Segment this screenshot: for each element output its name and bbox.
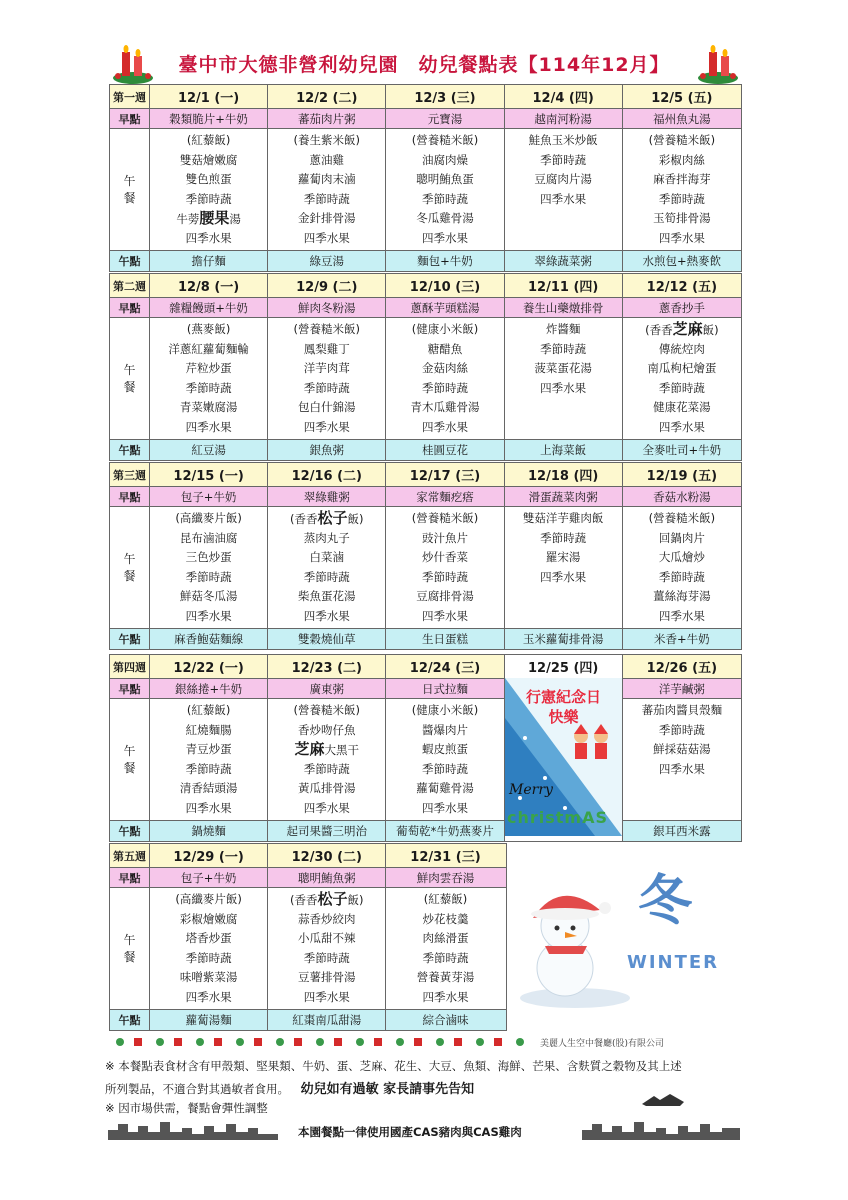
dish-item: 四季水果 [422, 989, 469, 1004]
lunch-row-cell [150, 507, 268, 628]
allergen-note-text: 所列製品，不適合對其過敏者食用。 [105, 1082, 289, 1096]
week-header-row-label: 第一週 [110, 85, 150, 108]
dish-item: (紅藜飯) [186, 133, 231, 147]
snack-row-label: 午點 [110, 440, 150, 460]
snack-row-cell: 米香+牛奶 [654, 632, 710, 646]
week-header-row-cell: 12/24 (三) [386, 655, 504, 678]
breakfast-row [110, 109, 741, 129]
lunch-row-cell [386, 507, 504, 628]
week-header-row-cell: 12/22 (一) [150, 655, 268, 678]
dish-item: 青木瓜雞骨湯 [410, 400, 480, 414]
week-header-row [110, 274, 741, 298]
dish-emphasis: 松子 [317, 890, 348, 908]
lunch-label: 午 [123, 932, 136, 947]
lunch-row [110, 507, 741, 629]
dish-item: 芹粒炒蛋 [185, 361, 232, 375]
breakfast-row-cell: 香菇水粉湯 [653, 489, 711, 504]
week-header-row-cell: 12/4 (四) [505, 85, 623, 108]
dish-item: 南瓜枸杞燴蛋 [647, 361, 717, 375]
dish-item: 季節時蔬 [422, 950, 469, 965]
dish-item: 四季水果 [540, 191, 587, 206]
lunch-label: 午 [123, 173, 136, 188]
dish-item: 鮮菇冬瓜湯 [179, 589, 238, 603]
dish-item: 四季水果 [421, 230, 468, 245]
dish-item: 季節時蔬 [658, 569, 705, 584]
dish-item: 彩椒燴嫩腐 [179, 911, 238, 926]
dish-item: 清香結頭湯 [179, 781, 238, 795]
dish-item: 季節時蔬 [658, 191, 705, 206]
week-header-row-label: 第二週 [110, 274, 150, 297]
snack-row-cell: 綜合滷味 [422, 1013, 469, 1027]
snack-row-label: 午點 [110, 1010, 150, 1030]
breakfast-row-label: 早點 [110, 868, 150, 887]
dish-item: 四季水果 [303, 419, 350, 434]
allergy-notice: 幼兒如有過敏 家長請事先告知 [300, 1082, 475, 1097]
dish-item: (香香松子飯) [290, 509, 364, 527]
dish-item: 雙菇洋芋雞肉飯 [522, 511, 604, 525]
snack-row-cell: 雙穀燒仙草 [268, 629, 386, 649]
dish-item: 四季水果 [303, 230, 350, 245]
breakfast-row-label: 早點 [110, 298, 150, 317]
lunch-row-cell [623, 318, 741, 439]
dish-item: (營養糙米飯) [411, 511, 479, 525]
dish-item: 蕃茄肉醬貝殼麵 [641, 703, 723, 717]
lunch-row-cell [268, 888, 386, 1009]
breakfast-row-cell: 養生山藥燉排骨 [505, 298, 623, 317]
dish-item: 芝麻大黑干 [294, 740, 360, 758]
dish-item: 鮭魚玉米炒飯 [528, 133, 598, 147]
week-header-row-cell: 12/11 (四) [505, 274, 623, 297]
week-header-row-cell: 12/16 (二) [268, 463, 386, 486]
holiday-text-2: 快樂 [548, 708, 579, 726]
dish-item: 季節時蔬 [421, 380, 468, 395]
lunch-row [110, 129, 741, 251]
holiday-text: 行憲紀念日 [525, 688, 601, 706]
breakfast-row-cell: 蔥酥芋頭糕湯 [386, 298, 504, 317]
lunch-row-cell [623, 507, 741, 628]
breakfast-row-label: 早點 [110, 679, 150, 698]
dish-item: 季節時蔬 [303, 191, 350, 206]
lunch-row-cell [268, 129, 386, 250]
dish-item: 蔥油雞 [309, 152, 345, 167]
supply-note: ※ 因市場供需，餐點會彈性調整 [105, 1101, 268, 1115]
dish-item: 四季水果 [540, 380, 587, 395]
snack-row-cell: 麻香鮑菇麵線 [150, 629, 268, 649]
dish-item: 季節時蔬 [540, 341, 587, 356]
winter-word: WINTER [626, 952, 720, 973]
lunch-row [110, 888, 506, 1010]
dish-item: 包白什錦湯 [298, 400, 356, 414]
dish-emphasis: 芝麻 [294, 740, 325, 758]
lunch-row-cell [505, 129, 623, 250]
dish-item: 牛蒡腰果湯 [176, 209, 241, 227]
dish-emphasis: 腰果 [199, 209, 230, 227]
dish-item: 小瓜甜不辣 [298, 931, 356, 945]
breakfast-row-cell: 翠綠雞粥 [268, 487, 386, 506]
dish-item: (營養糙米飯) [293, 322, 361, 336]
snack-row-cell: 銀魚粥 [268, 440, 386, 460]
breakfast-row-cell: 蕃茄肉片粥 [268, 109, 386, 128]
winter-illustration [505, 848, 740, 1028]
breakfast-row [110, 679, 741, 699]
lunch-row-cell [268, 507, 386, 628]
dish-item: (燕麥飯) [186, 322, 231, 336]
lunch-label: 午 [123, 743, 136, 758]
dish-item: 季節時蔬 [303, 380, 350, 395]
dish-item: (健康小米飯) [411, 322, 479, 336]
dish-item: (高纖麥片飯) [175, 892, 242, 906]
dish-emphasis: 松子 [317, 509, 348, 527]
snack-row-label: 午點 [110, 629, 150, 649]
dish-item: 豆薯排骨湯 [298, 970, 356, 984]
snack-row-cell: 上海菜飯 [505, 440, 623, 460]
snack-row-cell: 蘿蔔湯麵 [150, 1010, 268, 1030]
dish-item: (高纖麥片飯) [175, 511, 242, 525]
dish-item: 糖醋魚 [427, 341, 463, 356]
dish-item: (紅藜飯) [186, 703, 231, 717]
town-silhouette-icon [108, 1118, 278, 1140]
week-header-row-cell: 12/23 (二) [268, 655, 386, 678]
christmas-candle-icon [695, 40, 741, 84]
dish-item: 玉筍排骨湯 [653, 211, 711, 225]
dish-item: 健康花菜湯 [653, 400, 711, 414]
lunch-row [110, 318, 741, 440]
dish-item: 豉汁魚片 [421, 530, 468, 545]
dish-item: 炒花枝羹 [422, 911, 469, 926]
dish-item: 季節時蔬 [185, 569, 232, 584]
dish-item: 鮮採菇菇湯 [653, 742, 711, 756]
snack-row-cell: 水煎包+熱麥飲 [642, 254, 722, 268]
lunch-row-label [110, 507, 150, 628]
dish-item: 季節時蔬 [185, 761, 232, 776]
allergen-note: ※ 本餐點表食材含有甲殼類、堅果類、牛奶、蛋、芝麻、花生、大豆、魚類、海鮮、芒果、含麩質之穀物及其上述 [105, 1059, 682, 1073]
dish-item: 季節時蔬 [421, 569, 468, 584]
dish-item: 四季水果 [421, 419, 468, 434]
lunch-row-cell [386, 318, 504, 439]
lunch-row-label [110, 699, 150, 820]
lunch-label: 餐 [123, 568, 136, 583]
week-header-row-cell: 12/17 (三) [386, 463, 504, 486]
breakfast-row-cell: 銀絲捲+牛奶 [150, 679, 268, 698]
lunch-row-cell [386, 888, 504, 1009]
dish-item: 白菜滷 [309, 550, 345, 564]
week-block [109, 654, 742, 842]
dish-item: 四季水果 [303, 608, 350, 623]
dish-item: (紅藜飯) [423, 892, 468, 906]
dish-item: 季節時蔬 [421, 761, 468, 776]
dish-item: 青菜嫩腐湯 [179, 400, 238, 414]
week-header-row-cell: 12/30 (二) [268, 844, 386, 867]
dish-item: 炸醬麵 [545, 322, 581, 336]
dish-item: 季節時蔬 [658, 722, 705, 737]
week-header-row-cell: 12/18 (四) [505, 463, 623, 486]
dish-item: (香香芝麻飯) [645, 320, 719, 338]
dish-item: 彩椒肉絲 [658, 152, 705, 167]
snack-row-cell: 葡萄乾*牛奶燕麥片 [386, 821, 504, 841]
dish-item: 豆腐排骨湯 [416, 589, 474, 603]
week-block [109, 273, 742, 461]
lunch-label: 午 [123, 362, 136, 377]
dish-item: 四季水果 [658, 608, 705, 623]
dish-item: 季節時蔬 [540, 152, 587, 167]
christmas-text: christmAS [507, 808, 608, 827]
week-header-row [110, 85, 741, 109]
dish-item: 傳統焢肉 [658, 341, 705, 356]
week-header-row-cell: 12/8 (一) [150, 274, 268, 297]
dish-item: 黃瓜排骨湯 [298, 781, 356, 795]
dish-item: 四季水果 [421, 800, 468, 815]
breakfast-row-cell: 聰明鮪魚粥 [268, 868, 386, 887]
dish-item: 季節時蔬 [303, 761, 350, 776]
dish-item: 季節時蔬 [540, 530, 587, 545]
lunch-label: 餐 [123, 190, 136, 205]
breakfast-row-cell: 福州魚丸湯 [653, 111, 711, 126]
dish-item: 季節時蔬 [421, 191, 468, 206]
week-header-row [110, 463, 741, 487]
dish-item: 四季水果 [303, 800, 350, 815]
dish-item: 聰明鮪魚蛋 [416, 172, 474, 186]
breakfast-row-cell: 穀類脆片+牛奶 [150, 109, 268, 128]
dish-item: (營養糙米飯) [648, 511, 716, 525]
dish-item: (養生紫米飯) [293, 133, 361, 147]
dish-item: 四季水果 [540, 569, 587, 584]
snack-row [110, 440, 741, 460]
lunch-row-cell [505, 507, 623, 628]
dish-item: 四季水果 [303, 989, 350, 1004]
snack-row-cell: 玉米蘿蔔排骨湯 [505, 629, 623, 649]
breakfast-row-cell: 洋芋鹹粥 [658, 681, 705, 696]
snack-row-cell: 紅豆湯 [150, 440, 268, 460]
breakfast-row-cell: 雜糧饅頭+牛奶 [150, 298, 268, 317]
dish-item: 季節時蔬 [185, 950, 232, 965]
breakfast-row-cell: 鮮肉雲吞湯 [416, 870, 475, 885]
dish-item: (營養糙米飯) [411, 133, 479, 147]
title-row [0, 40, 848, 84]
lunch-row-cell [268, 318, 386, 439]
holiday-poster [505, 678, 622, 836]
lunch-label: 餐 [123, 760, 136, 775]
merry-text: Merry [509, 782, 553, 798]
dish-item: (健康小米飯) [411, 703, 479, 717]
lunch-row-cell [150, 888, 268, 1009]
dish-item: 蝦皮煎蛋 [421, 742, 468, 756]
snack-row-cell: 擔仔麵 [150, 251, 268, 271]
dish-item: 肉絲滑蛋 [422, 931, 469, 945]
cas-meat-note: 本園餐點一律使用國產CAS豬肉與CAS雞肉 [298, 1125, 522, 1139]
dish-item: 大瓜燴炒 [658, 550, 705, 564]
breakfast-row-label: 早點 [110, 487, 150, 506]
dish-item: 豆腐肉片湯 [534, 172, 592, 186]
week-block [109, 843, 507, 1031]
week-header-row-cell: 12/31 (三) [410, 850, 481, 865]
week-header-row-cell: 12/26 (五) [646, 661, 718, 676]
snack-row-cell: 鍋燒麵 [150, 821, 268, 841]
dish-item: 雙菇燴嫩腐 [179, 152, 238, 167]
dish-item: 金菇肉絲 [421, 361, 468, 375]
snack-row-cell: 起司果醬三明治 [268, 821, 386, 841]
breakfast-row-cell: 鮮肉冬粉湯 [268, 298, 386, 317]
dish-item: 青豆炒蛋 [185, 742, 232, 756]
lunch-row-label [110, 888, 150, 1009]
breakfast-row-label: 早點 [110, 109, 150, 128]
sleigh-icon [640, 1090, 690, 1110]
snack-row-cell: 銀耳西米露 [653, 824, 711, 838]
dish-item: 四季水果 [185, 800, 232, 815]
lunch-row-cell [623, 699, 741, 820]
lunch-label: 午 [123, 551, 136, 566]
dish-item: 麻香拌海芽 [653, 172, 711, 186]
breakfast-row-cell: 元寶湯 [386, 109, 504, 128]
dish-item: 柴魚蛋花湯 [298, 589, 356, 603]
dish-item: 三色炒蛋 [185, 550, 232, 564]
dish-item: 羅宋湯 [545, 550, 581, 564]
breakfast-row-cell: 包子+牛奶 [150, 868, 268, 887]
dish-item: 醬爆肉片 [421, 722, 468, 737]
snack-row [110, 629, 741, 649]
dish-item: 四季水果 [185, 608, 232, 623]
page-title: 臺中市大德非營利幼兒園 幼兒餐點表【114年12月】 [178, 54, 670, 76]
snack-row-label: 午點 [110, 821, 150, 841]
lunch-row-label [110, 129, 150, 250]
breakfast-row-cell: 家常麵疙瘩 [386, 487, 504, 506]
week-header-row-cell: 12/15 (一) [150, 463, 268, 486]
dish-item: 季節時蔬 [185, 191, 232, 206]
snack-row-cell: 綠豆湯 [268, 251, 386, 271]
snack-row-cell: 全麥吐司+牛奶 [642, 443, 722, 457]
dish-item: 香炒吻仔魚 [298, 722, 356, 737]
dish-item: 蒸肉丸子 [303, 530, 350, 545]
breakfast-row-cell: 廣東粥 [268, 679, 386, 698]
dish-emphasis: 芝麻 [672, 320, 703, 338]
snack-row-cell: 生日蛋糕 [386, 629, 504, 649]
dish-item: 塔香炒蛋 [185, 931, 232, 945]
dish-item: 昆布滷油腐 [179, 530, 238, 545]
breakfast-row [110, 868, 506, 888]
dish-item: 薑絲海芽湯 [653, 589, 711, 603]
dish-item: 四季水果 [658, 230, 705, 245]
lunch-row-cell [150, 129, 268, 250]
week-header-row-cell: 12/5 (五) [651, 91, 713, 106]
dish-item: 季節時蔬 [303, 569, 350, 584]
dish-item: 回鍋肉片 [658, 530, 705, 545]
week-header-row-label: 第三週 [110, 463, 150, 486]
dish-item: 季節時蔬 [658, 380, 705, 395]
week-header-row-cell: 12/1 (一) [150, 85, 268, 108]
winter-glyph: 冬 [638, 869, 692, 932]
dish-item: 四季水果 [185, 419, 232, 434]
dish-item: 四季水果 [185, 230, 232, 245]
snack-row-cell: 桂圓豆花 [386, 440, 504, 460]
dish-item: (營養糙米飯) [648, 133, 716, 147]
lunch-row-cell [386, 129, 504, 250]
week-header-row-cell: 12/2 (二) [268, 85, 386, 108]
dish-item: 炒什香菜 [421, 550, 468, 564]
lunch-row-cell [623, 129, 741, 250]
week-header-row-cell: 12/29 (一) [150, 844, 268, 867]
dish-item: 鳳梨雞丁 [303, 341, 350, 356]
week-header-row-cell: 12/3 (三) [386, 85, 504, 108]
breakfast-row-cell: 包子+牛奶 [150, 487, 268, 506]
breakfast-row-cell: 蔥香抄手 [658, 300, 705, 315]
town-silhouette-icon [582, 1118, 740, 1140]
snack-row-cell: 翠綠蔬菜粥 [505, 251, 623, 271]
snack-row [110, 821, 741, 841]
week-header-row-cell: 12/10 (三) [386, 274, 504, 297]
snack-row [110, 1010, 506, 1030]
dish-item: 蘿蔔雞骨湯 [416, 781, 474, 795]
week-header-row [110, 844, 506, 868]
breakfast-row-cell: 越南河粉湯 [505, 109, 623, 128]
week-header-row-cell: 12/12 (五) [646, 280, 718, 295]
dish-item: 四季水果 [185, 989, 232, 1004]
snack-row-cell: 紅棗南瓜甜湯 [268, 1010, 386, 1030]
lunch-label: 餐 [123, 949, 136, 964]
lunch-row-cell [386, 699, 504, 820]
lunch-row-cell [150, 699, 268, 820]
dish-item: (香香松子飯) [290, 890, 364, 908]
dish-item: 四季水果 [658, 761, 705, 776]
lunch-row-cell [150, 318, 268, 439]
dish-item: 營養黃芽湯 [416, 970, 475, 984]
breakfast-row [110, 487, 741, 507]
week-header-row-cell: 12/19 (五) [646, 469, 718, 484]
snack-row [110, 251, 741, 271]
snowman-border [110, 1030, 530, 1050]
lunch-row-cell [505, 318, 623, 439]
breakfast-row-cell: 滑蛋蔬菜肉粥 [505, 487, 623, 506]
week-header-row-cell: 12/25 (四) [505, 655, 623, 678]
dish-item: (營養糙米飯) [293, 703, 361, 717]
breakfast-row-cell: 日式拉麵 [386, 679, 504, 698]
week-header-row-cell: 12/9 (二) [268, 274, 386, 297]
snack-row-label: 午點 [110, 251, 150, 271]
dish-item: 雙色煎蛋 [185, 172, 232, 186]
caterer-signature: 美麗人生空中餐廳(股)有限公司 [540, 1039, 665, 1049]
lunch-label: 餐 [123, 379, 136, 394]
dish-item: 四季水果 [658, 419, 705, 434]
dish-item: 蒜香炒絞肉 [298, 911, 356, 926]
dish-item: 蘿蔔肉末滷 [298, 172, 356, 186]
week-header-row-label: 第五週 [110, 844, 150, 867]
snack-row-cell: 麵包+牛奶 [386, 251, 504, 271]
dish-item: 油腐肉燥 [421, 152, 468, 167]
dish-item: 季節時蔬 [185, 380, 232, 395]
dish-item: 洋蔥紅蘿蔔麵輪 [168, 341, 249, 356]
dish-item: 味噌紫菜湯 [179, 970, 238, 984]
dish-item: 菠菜蛋花湯 [534, 361, 592, 375]
week-header-row-label: 第四週 [110, 655, 150, 678]
dish-item: 季節時蔬 [303, 950, 350, 965]
lunch-row [110, 699, 741, 821]
breakfast-row [110, 298, 741, 318]
dish-item: 冬瓜雞骨湯 [416, 211, 474, 225]
week-header-row [110, 655, 741, 679]
dish-item: 金針排骨湯 [298, 211, 356, 225]
dish-item: 四季水果 [421, 608, 468, 623]
lunch-row-label [110, 318, 150, 439]
week-block [109, 462, 742, 650]
dish-item: 洋芋肉茸 [303, 361, 350, 375]
lunch-row-cell [268, 699, 386, 820]
dish-item: 紅燒麵腸 [185, 722, 232, 737]
kids-icon [567, 724, 617, 764]
week-block [109, 84, 742, 272]
